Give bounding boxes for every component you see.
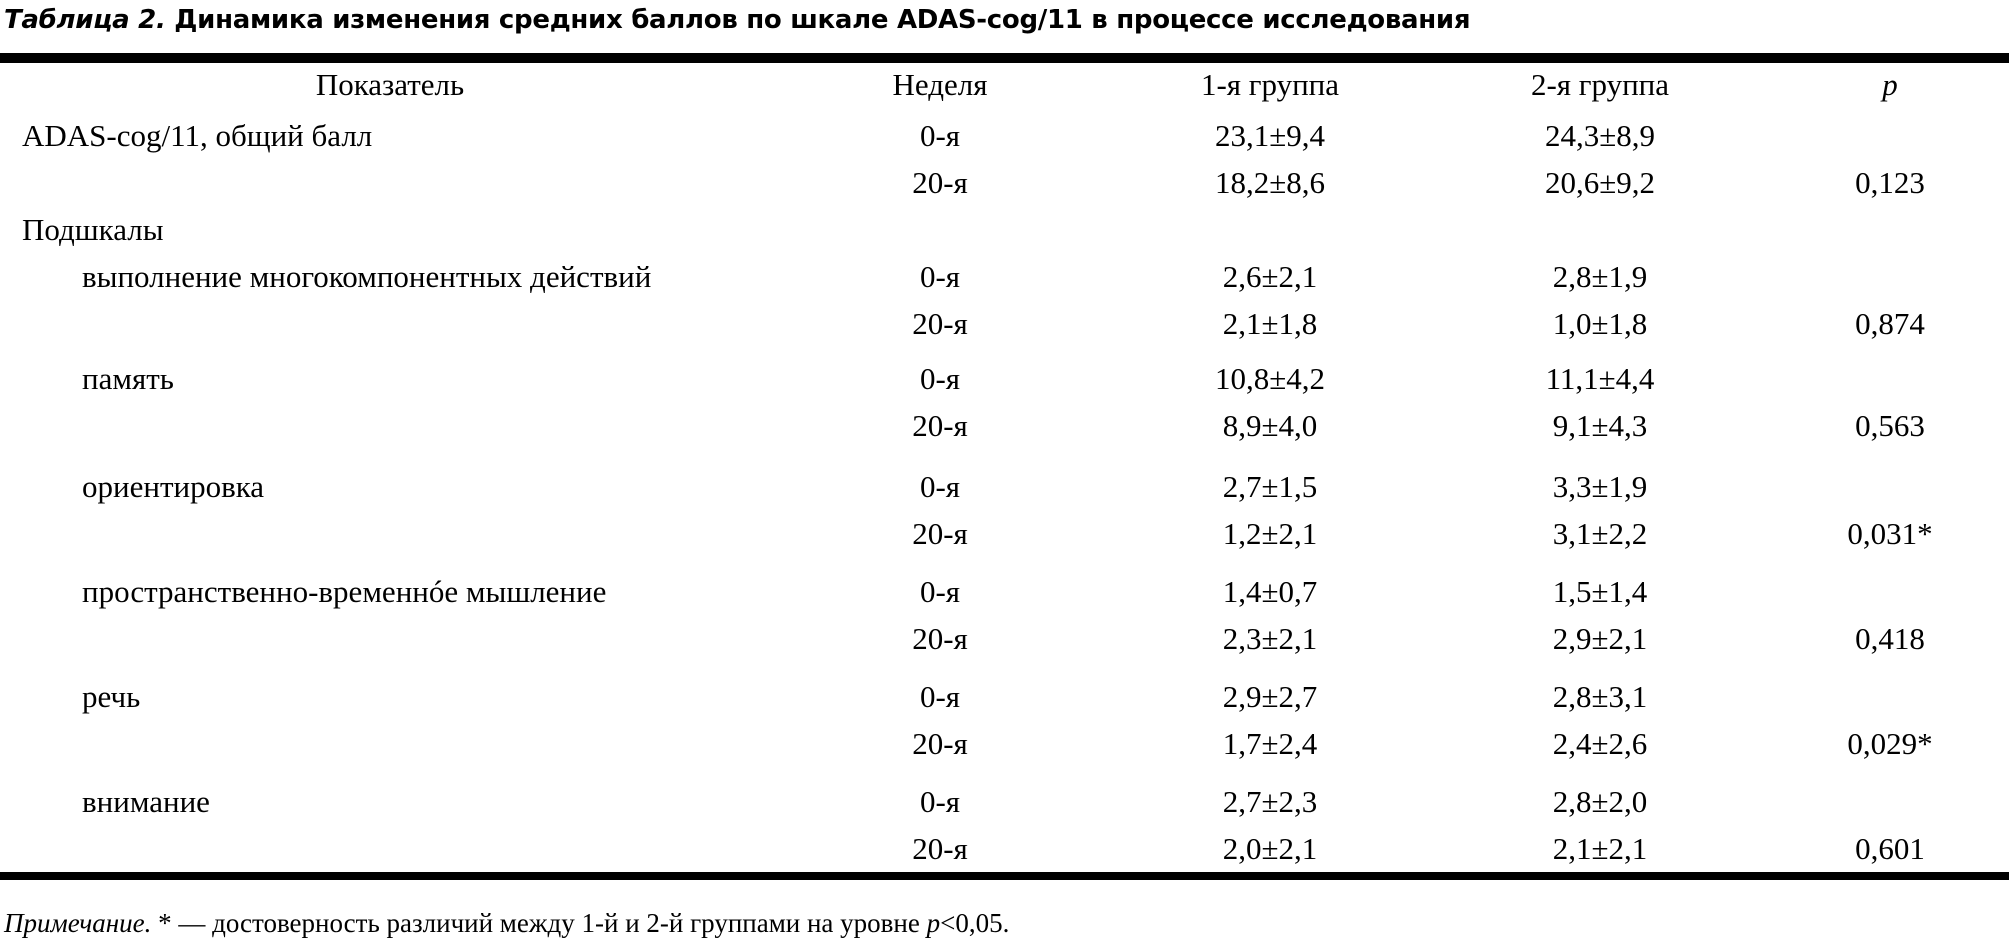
row-indicator: речь: [82, 679, 141, 714]
row-group2: 2,4±2,6: [1552, 726, 1648, 761]
row-week: 0-я: [919, 469, 961, 504]
table-row: [0, 403, 2009, 449]
row-group1: 2,7±1,5: [1222, 469, 1318, 504]
header-group2: 2-я группа: [1530, 67, 1670, 102]
row-group1: 1,2±2,1: [1222, 516, 1318, 551]
table-row: [0, 674, 2009, 720]
row-group1: 23,1±9,4: [1214, 118, 1325, 153]
table-bottom-rule: [0, 872, 2009, 880]
table-row: [0, 464, 2009, 510]
row-group1: 2,7±2,3: [1222, 784, 1318, 819]
note-p-var: p: [926, 908, 941, 938]
row-group1: 1,4±0,7: [1222, 574, 1318, 609]
row-week: 20-я: [912, 621, 968, 656]
table-row: [0, 113, 2009, 159]
row-group2: 9,1±4,3: [1552, 408, 1648, 443]
row-group2: 2,9±2,1: [1552, 621, 1648, 656]
row-indicator: память: [82, 361, 174, 396]
table-row: [0, 511, 2009, 557]
row-group1: 2,9±2,7: [1222, 679, 1318, 714]
row-week: 0-я: [919, 784, 961, 819]
row-group1: 10,8±4,2: [1214, 361, 1325, 396]
row-group1: 2,0±2,1: [1222, 831, 1318, 866]
row-group1: 1,7±2,4: [1222, 726, 1318, 761]
row-week: 0-я: [919, 118, 961, 153]
table-caption: [4, 0, 1470, 40]
row-week: 0-я: [919, 574, 961, 609]
row-group1: 2,6±2,1: [1222, 259, 1318, 294]
row-group2: 3,1±2,2: [1552, 516, 1648, 551]
row-p-value: 0,418: [1855, 621, 1925, 656]
row-week: 20-я: [912, 831, 968, 866]
table-row: [0, 301, 2009, 347]
row-p-value: 0,123: [1855, 165, 1925, 200]
table-row: [0, 826, 2009, 872]
table-note: [4, 905, 1009, 941]
row-group1: 2,3±2,1: [1222, 621, 1318, 656]
note-text: * — достоверность различий между 1-й и 2-й группами на уровне: [151, 908, 927, 938]
row-group2: 2,8±2,0: [1552, 784, 1648, 819]
row-week: 0-я: [919, 361, 961, 396]
caption-lead: Таблица 2.: [4, 5, 166, 35]
row-indicator: ADAS-cog/11, общий балл: [22, 118, 373, 153]
row-group2: 2,8±3,1: [1552, 679, 1648, 714]
row-week: 20-я: [912, 306, 968, 341]
row-indicator: ориентировка: [82, 469, 265, 504]
row-week: 20-я: [912, 726, 968, 761]
row-group2: 11,1±4,4: [1545, 361, 1655, 396]
row-week: 0-я: [919, 259, 961, 294]
row-p-value: 0,563: [1855, 408, 1925, 443]
row-group2: 2,8±1,9: [1552, 259, 1648, 294]
row-group2: 1,0±1,8: [1552, 306, 1648, 341]
row-week: 20-я: [912, 408, 968, 443]
table-row: [0, 616, 2009, 662]
header-indicator: Показатель: [315, 67, 465, 102]
table-top-rule: [0, 53, 2009, 61]
table-row: [0, 569, 2009, 615]
row-group1: 18,2±8,6: [1214, 165, 1325, 200]
table-row: [0, 721, 2009, 767]
header-p: p: [1882, 67, 1898, 102]
row-indicator: выполнение многокомпонентных действий: [82, 259, 652, 294]
table-row: [0, 356, 2009, 402]
row-indicator: пространственно-временнóе мышление: [82, 574, 607, 609]
row-group2: 20,6±9,2: [1544, 165, 1655, 200]
header-group1: 1-я группа: [1200, 67, 1340, 102]
row-group2: 24,3±8,9: [1544, 118, 1655, 153]
caption-text: Динамика изменения средних баллов по шкале ADAS-cog/11 в процессе исследования: [165, 5, 1471, 35]
row-week: 20-я: [912, 165, 968, 200]
row-indicator: Подшкалы: [22, 212, 164, 247]
row-p-value: 0,031*: [1847, 516, 1933, 551]
note-threshold: <0,05.: [940, 908, 1010, 938]
table-row: [0, 207, 2009, 253]
table-row: [0, 779, 2009, 825]
row-p-value: 0,029*: [1847, 726, 1933, 761]
row-group2: 1,5±1,4: [1552, 574, 1648, 609]
row-group1: 2,1±1,8: [1222, 306, 1318, 341]
note-lead: Примечание.: [4, 908, 152, 938]
row-indicator: внимание: [82, 784, 210, 819]
row-week: 20-я: [912, 516, 968, 551]
header-week: Неделя: [892, 67, 988, 102]
row-group2: 2,1±2,1: [1552, 831, 1648, 866]
row-group1: 8,9±4,0: [1222, 408, 1318, 443]
row-p-value: 0,601: [1855, 831, 1925, 866]
table-header-row: [0, 62, 2009, 108]
table-row: [0, 160, 2009, 206]
row-p-value: 0,874: [1855, 306, 1925, 341]
row-week: 0-я: [919, 679, 961, 714]
table-row: [0, 254, 2009, 300]
row-group2: 3,3±1,9: [1552, 469, 1648, 504]
